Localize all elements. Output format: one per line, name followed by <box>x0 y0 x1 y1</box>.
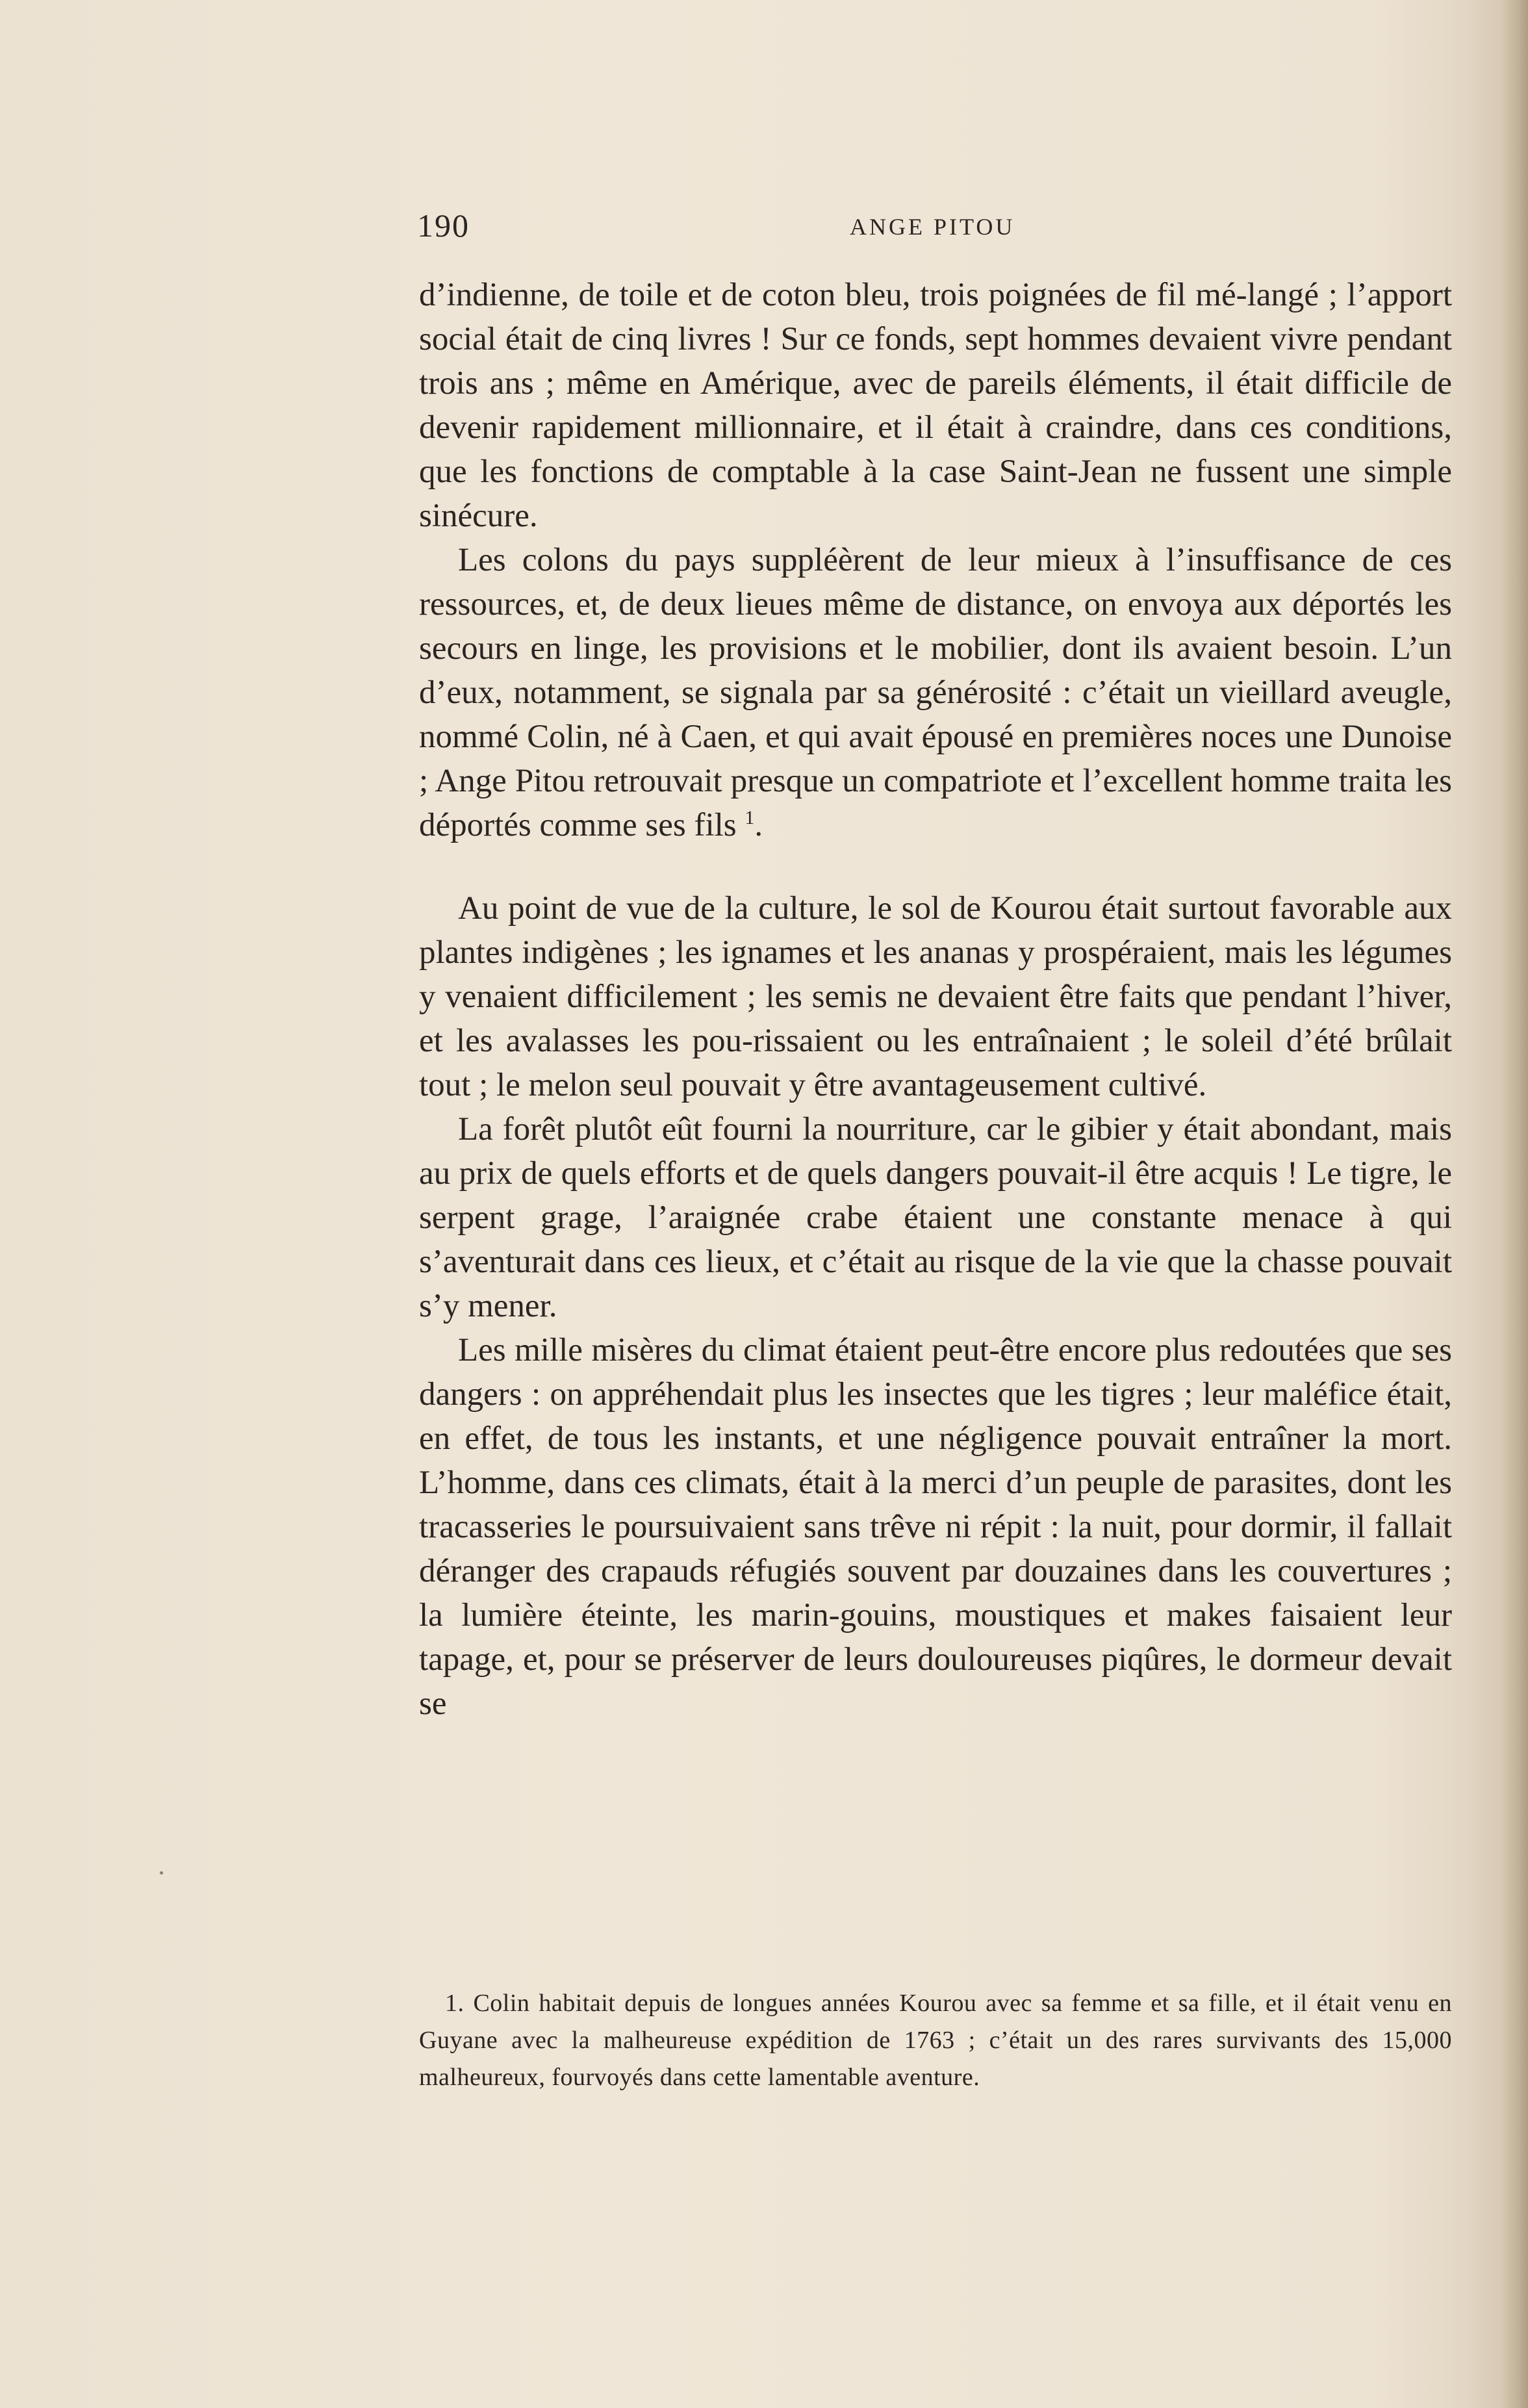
paragraph-end-punctuation: . <box>754 807 763 843</box>
page-number: 190 <box>417 207 470 244</box>
main-text <box>419 273 1452 1726</box>
paragraph: Les mille misères du climat étaient peut-être encore plus redoutées que ses dangers : on appréhendait plus les insectes que les tigres ; leur maléfice était, en effet, de tous les instants, et une négligence pouvait entraîner la mort. L’homme, dans ces climats, était à la merci d’un peuple de parasites, dont les tracasseries le poursuivaient sans trêve ni répit : la nuit, pour dormir, il fallait déranger des crapauds réfugiés souvent par douzaines dans les couvertures ; la lumière éteinte, les marin-gouins, moustiques et makes faisaient leur tapage, et, pour se préserver de leurs douloureuses piqûres, le dormeur devait se <box>419 1332 1452 1722</box>
footnote-reference[interactable]: 1 <box>745 807 755 828</box>
page-header <box>417 207 1036 246</box>
paper-speck <box>160 1871 163 1875</box>
paragraph: d’indienne, de toile et de coton bleu, trois poignées de fil mé-langé ; l’apport social était de cinq livres ! Sur ce fonds, sept hommes devaient vivre pendant trois ans ; même en Amérique, avec de pareils éléments, il était difficile de devenir rapidement millionnaire, et il était à craindre, dans ces conditions, que les fonctions de comptable à la case Saint-Jean ne fussent une simple sinécure. <box>419 277 1452 534</box>
footnote-text: 1. Colin habitait depuis de longues années Kourou avec sa femme et sa fille, et il était venu en Guyane avec la malheureuse expédition de 1763 ; c’était un des rares survivants des 15,000 malheureux, fourvoyés dans cette lamentable aventure. <box>419 1990 1452 2091</box>
running-title: ANGE PITOU <box>850 214 1015 240</box>
paragraph: Au point de vue de la culture, le sol de Kourou était surtout favorable aux plantes indigènes ; les ignames et les ananas y prospéraient, mais les légumes y venaient difficilement ; les semis ne devaient être faits que pendant l’hiver, et les avalasses les pou-rissaient ou les entraînaient ; le soleil d’été brûlait tout ; le melon seul pouvait y être avantageusement cultivé. <box>419 890 1452 1103</box>
paragraph-text: Les colons du pays suppléèrent de leur mieux à l’insuffisance de ces ressources, et, de deux lieues même de distance, on envoya aux déportés les secours en linge, les provisions et le mobilier, dont ils avaient besoin. L’un d’eux, notamment, se signala par sa générosité : c’était un vieillard aveugle, nommé Colin, né à Caen, et qui avait épousé en premières noces une Dunoise ; Ange Pitou retrouvait presque un compatriote et l’excellent homme traita les déportés comme ses fils <box>419 542 1452 843</box>
page-gutter-shadow <box>1501 0 1528 2408</box>
paragraph: La forêt plutôt eût fourni la nourriture, car le gibier y était abondant, mais au prix de quels efforts et de quels dangers pouvait-il être acquis ! Le tigre, le serpent grage, l’araignée crabe étaient une constante menace à qui s’aventurait dans ces lieux, et c’était au risque de la vie que la chasse pouvait s’y mener. <box>419 1111 1452 1324</box>
paragraph <box>419 538 1452 847</box>
footnote <box>419 1985 1452 2096</box>
